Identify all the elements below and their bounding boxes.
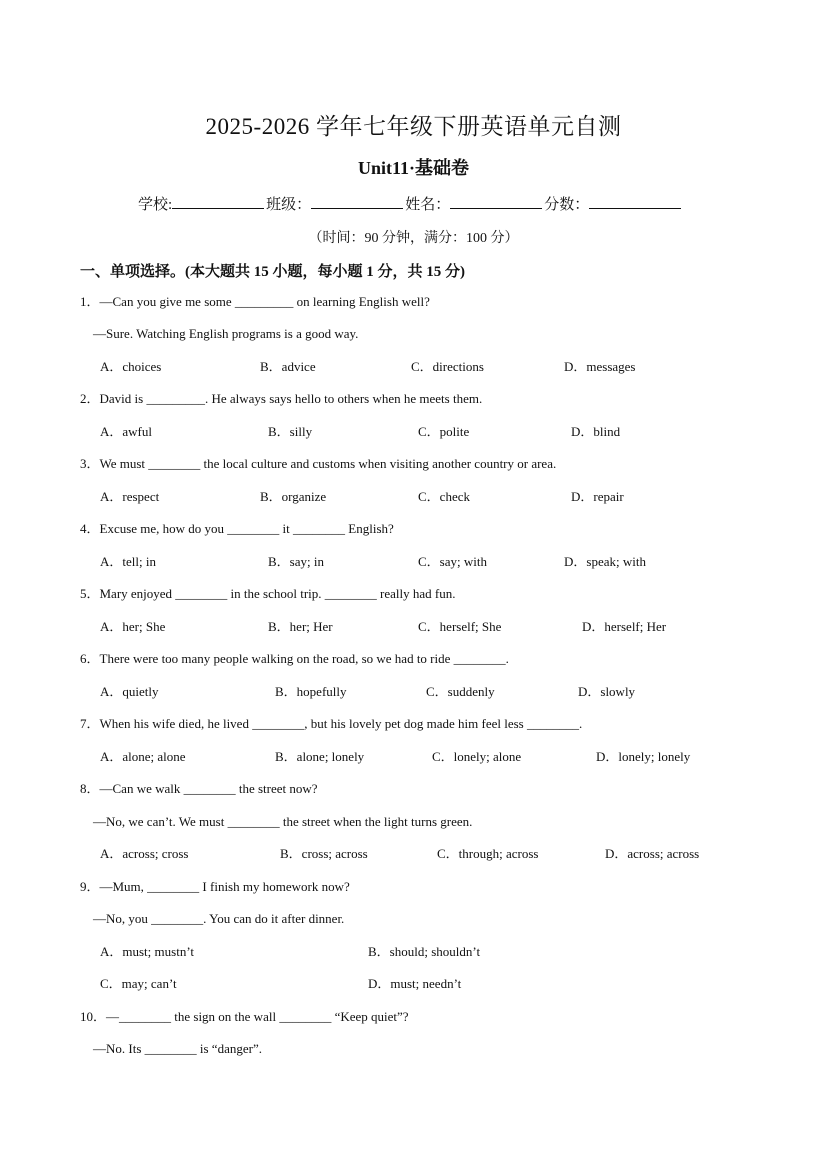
option-b[interactable]: B．advice xyxy=(260,359,316,374)
option-c[interactable]: C．polite xyxy=(418,424,470,439)
question-stem-2: —Sure. Watching English programs is a good way. xyxy=(93,326,359,341)
question-stem-2: —No, you ________. You can do it after dinner. xyxy=(93,911,345,926)
time-note: （时间：90 分钟，满分：100 分） xyxy=(308,231,519,246)
school-label: 学校: xyxy=(138,197,173,213)
option-b[interactable]: B．alone; lonely xyxy=(275,749,365,764)
question-stem-2: —No, we can’t. We must ________ the street when the light turns green. xyxy=(93,814,473,829)
option-b[interactable]: B．cross; across xyxy=(280,846,368,861)
page-subtitle: Unit11·基础卷 xyxy=(357,158,469,178)
question-stem: 8．—Can we walk ________ the street now? xyxy=(80,781,318,796)
option-c[interactable]: C．herself; She xyxy=(418,619,502,634)
question-stem: 10．—________ the sign on the wall ________ “Keep quiet”? xyxy=(80,1009,409,1024)
option-d[interactable]: D．herself; Her xyxy=(582,619,667,634)
option-c[interactable]: C．may; can’t xyxy=(100,976,177,991)
option-d[interactable]: D．repair xyxy=(571,489,624,504)
question-stem: 6．There were too many people walking on the road, so we had to ride ________. xyxy=(80,651,509,666)
option-d[interactable]: D．lonely; lonely xyxy=(596,749,691,764)
option-b[interactable]: B．silly xyxy=(268,424,313,439)
option-c[interactable]: C．lonely; alone xyxy=(432,749,522,764)
option-a[interactable]: A．choices xyxy=(100,359,162,374)
page-title: 2025-2026 学年七年级下册英语单元自测 xyxy=(205,114,622,139)
option-c[interactable]: C．through; across xyxy=(437,846,539,861)
option-a[interactable]: A．her; She xyxy=(100,619,166,634)
option-a[interactable]: A．awful xyxy=(100,424,152,439)
option-c[interactable]: C．suddenly xyxy=(426,684,495,699)
option-a[interactable]: A．tell; in xyxy=(100,554,156,569)
question-stem-2: —No. Its ________ is “danger”. xyxy=(93,1041,262,1056)
option-b[interactable]: B．say; in xyxy=(268,554,324,569)
class-blank[interactable] xyxy=(311,194,403,209)
option-d[interactable]: D．across; across xyxy=(605,846,700,861)
option-a[interactable]: A．across; cross xyxy=(100,846,189,861)
option-a[interactable]: A．alone; alone xyxy=(100,749,186,764)
student-info-row xyxy=(138,193,683,214)
score-blank[interactable] xyxy=(589,194,681,209)
question-stem: 7．When his wife died, he lived ________, but his lovely pet dog made him feel less ________. xyxy=(80,716,583,731)
option-c[interactable]: C．directions xyxy=(411,359,484,374)
name-label: 姓名： xyxy=(405,197,451,213)
school-blank[interactable] xyxy=(172,194,264,209)
name-blank[interactable] xyxy=(450,194,542,209)
option-d[interactable]: D．messages xyxy=(564,359,636,374)
option-a[interactable]: A．must; mustn’t xyxy=(100,944,195,959)
class-label: 班级： xyxy=(266,197,312,213)
option-d[interactable]: D．speak; with xyxy=(564,554,646,569)
question-stem: 3．We must ________ the local culture and customs when visiting another country or area. xyxy=(80,456,557,471)
question-stem: 4．Excuse me, how do you ________ it ________ English? xyxy=(80,521,394,536)
option-b[interactable]: B．should; shouldn’t xyxy=(368,944,481,959)
question-stem: 2．David is _________. He always says hello to others when he meets them. xyxy=(80,391,483,406)
score-label: 分数： xyxy=(544,197,590,213)
option-b[interactable]: B．organize xyxy=(260,489,327,504)
option-d[interactable]: D．slowly xyxy=(578,684,636,699)
section-heading: 一、单项选择。(本大题共 15 小题，每小题 1 分，共 15 分) xyxy=(80,264,465,280)
option-b[interactable]: B．her; Her xyxy=(268,619,333,634)
option-c[interactable]: C．check xyxy=(418,489,470,504)
option-a[interactable]: A．respect xyxy=(100,489,160,504)
option-d[interactable]: D．blind xyxy=(571,424,621,439)
question-stem: 5．Mary enjoyed ________ in the school trip. ________ really had fun. xyxy=(80,586,456,601)
option-a[interactable]: A．quietly xyxy=(100,684,159,699)
option-c[interactable]: C．say; with xyxy=(418,554,487,569)
option-d[interactable]: D．must; needn’t xyxy=(368,976,462,991)
question-stem: 9．—Mum, ________ I finish my homework now? xyxy=(80,879,350,894)
question-stem: 1．—Can you give me some _________ on learning English well? xyxy=(80,294,430,309)
option-b[interactable]: B．hopefully xyxy=(275,684,347,699)
